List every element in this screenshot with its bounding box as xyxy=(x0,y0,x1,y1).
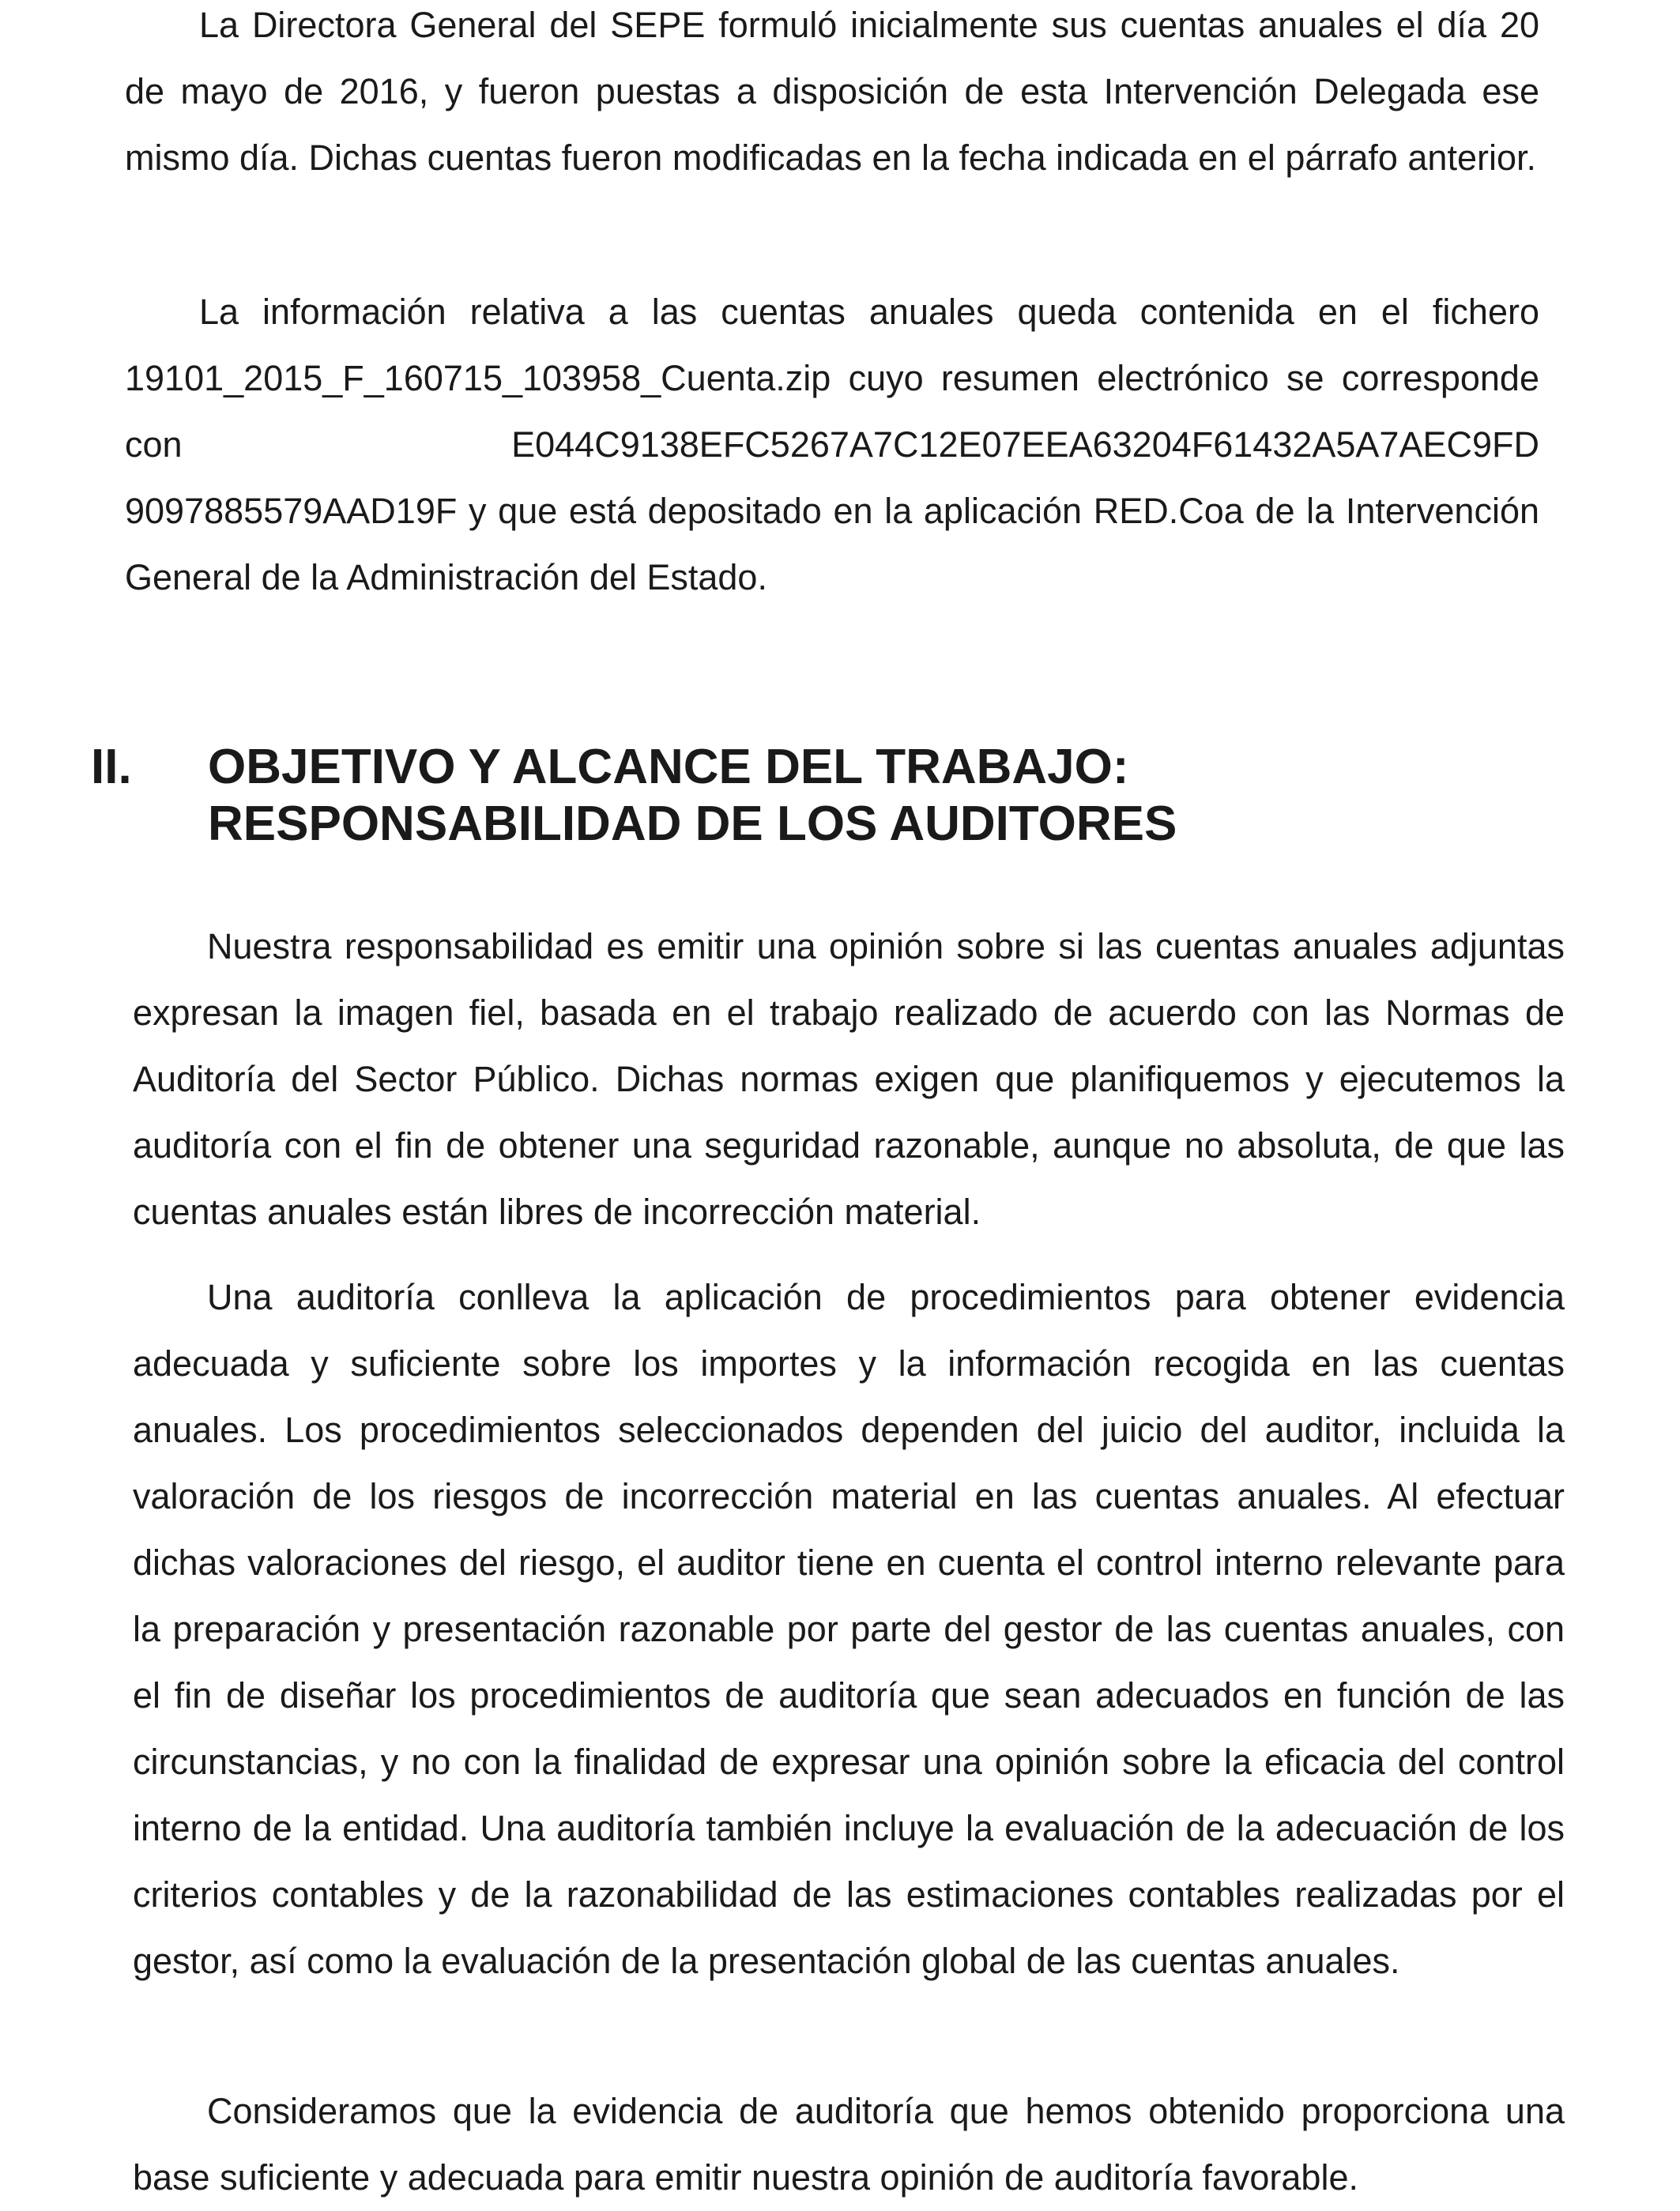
section-number: II. xyxy=(91,740,132,794)
section-title-line-1: OBJETIVO Y ALCANCE DEL TRABAJO: xyxy=(208,740,1129,794)
paragraph-audit-procedures: Una auditoría conlleva la aplicación de procedimientos para obtener evidencia adecuada y suficiente sobre los importes y la información recogida en las cuentas anuales. Los procedimientos seleccionados dependen del juicio del auditor, incluida la valoración de los riesgos de incorrección material en las cuentas anuales. Al efectuar dichas valoraciones del riesgo, el auditor tiene en cuenta el control interno relevante para la preparación y presentación razonable por parte del gestor de las cuentas anuales, con el fin de diseñar los procedimientos de auditoría que sean adecuados en función de las circunstancias, y no con la finalidad de expresar una opinión sobre la eficacia del control interno de la entidad. Una auditoría también incluye la evaluación de la adecuación de los criterios contables y de la razonabilidad de las estimaciones contables realizadas por el gestor, así como la evaluación de la presentación global de las cuentas anuales. xyxy=(133,1277,1565,1981)
section-title xyxy=(208,739,1177,853)
paragraph-file-reference: La información relativa a las cuentas anuales queda contenida en el fichero 19101_2015_F_160715_103958_Cuenta.zip cuyo resumen electrónico se corresponde con E044C9138EFC5267A7C12E07EEA63204F61432A5A7AEC9FD 9097885579AAD19F y que está depositado en la aplicación RED.Coa de la Intervención General de la Administración del Estado. xyxy=(125,292,1539,597)
section-title-line-2: RESPONSABILIDAD DE LOS AUDITORES xyxy=(208,797,1177,851)
paragraph-conclusion: Consideramos que la evidencia de auditoría que hemos obtenido proporciona una base suficiente y adecuada para emitir nuestra opinión de auditoría favorable. xyxy=(133,2091,1565,2198)
paragraph-formulation-dates: La Directora General del SEPE formuló inicialmente sus cuentas anuales el día 20 de mayo de 2016, y fueron puestas a disposición de esta Intervención Delegada ese mismo día. Dichas cuentas fueron modificadas en la fecha indicada en el párrafo anterior. xyxy=(125,5,1539,178)
paragraph-responsibility: Nuestra responsabilidad es emitir una opinión sobre si las cuentas anuales adjuntas expresan la imagen fiel, basada en el trabajo realizado de acuerdo con las Normas de Auditoría del Sector Público. Dichas normas exigen que planifiquemos y ejecutemos la auditoría con el fin de obtener una seguridad razonable, aunque no absoluta, de que las cuentas anuales están libres de incorrección material. xyxy=(133,926,1565,1232)
